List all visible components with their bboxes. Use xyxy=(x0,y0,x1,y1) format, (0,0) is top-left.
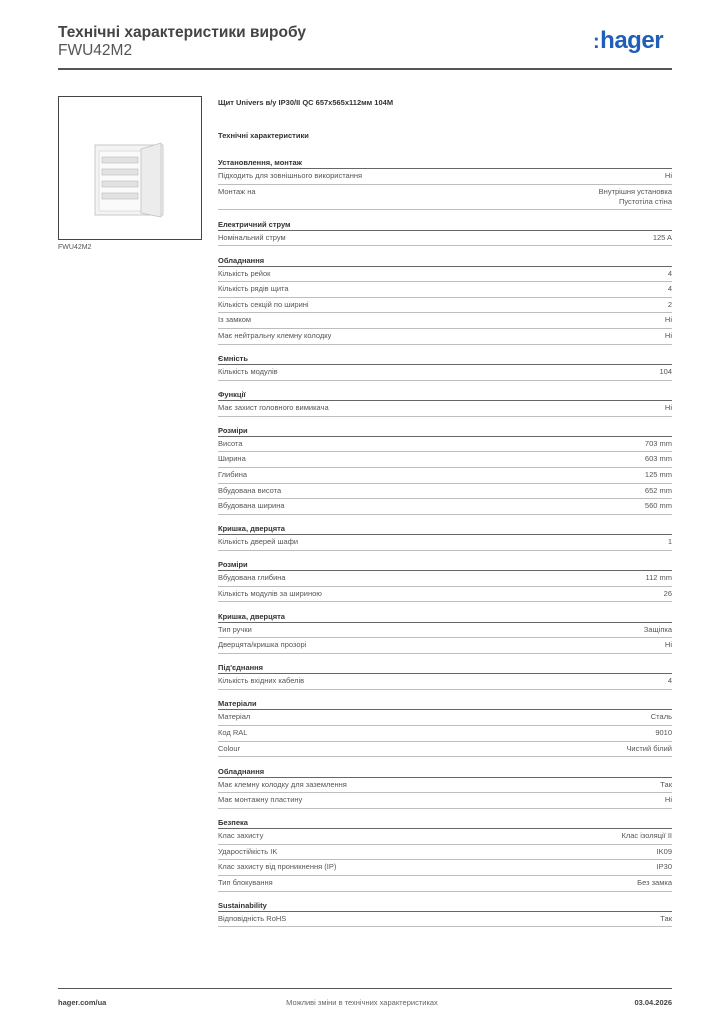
section-title: Установлення, монтаж xyxy=(218,157,672,169)
spec-label: Монтаж на xyxy=(218,186,256,196)
spec-value: 4 xyxy=(667,284,672,294)
spec-row xyxy=(218,169,672,185)
spec-section xyxy=(218,766,672,809)
spec-label: Вбудована висота xyxy=(218,485,282,495)
spec-value: 4 xyxy=(667,268,672,278)
document-title: Технічні характеристики виробу xyxy=(58,24,306,41)
spec-label: Клас захисту xyxy=(218,831,264,841)
spec-section xyxy=(218,157,672,210)
spec-row xyxy=(218,638,672,654)
section-title: Sustainability xyxy=(218,900,672,912)
spec-value: 652 mm xyxy=(644,485,672,495)
spec-value: 2 xyxy=(667,299,672,309)
spec-row xyxy=(218,452,672,468)
section-title: Кришка, дверцята xyxy=(218,611,672,623)
section-title: Матеріали xyxy=(218,698,672,710)
spec-section xyxy=(218,353,672,381)
section-title: Ємність xyxy=(218,353,672,365)
spec-label: Ударостійкість IK xyxy=(218,846,278,856)
product-image-frame xyxy=(58,96,202,240)
spec-label: Має захист головного вимикача xyxy=(218,402,329,412)
spec-label: Відповідність RoHS xyxy=(218,913,287,923)
spec-label: Кількість секцій по ширині xyxy=(218,299,309,309)
spec-label: Номінальний струм xyxy=(218,232,286,242)
spec-label: Має монтажну пластину xyxy=(218,795,303,805)
spec-section xyxy=(218,523,672,551)
spec-value: 9010 xyxy=(655,727,672,737)
logo-colon: : xyxy=(593,31,600,53)
spec-section xyxy=(218,425,672,515)
spec-row xyxy=(218,282,672,298)
spec-section xyxy=(218,900,672,928)
spec-value: Без замка xyxy=(637,877,672,887)
spec-label: Глибина xyxy=(218,470,248,480)
spec-label: Кількість рядів щита xyxy=(218,284,289,294)
section-title: Безпека xyxy=(218,817,672,829)
spec-value: 560 mm xyxy=(644,501,672,511)
distribution-board-image xyxy=(59,97,201,239)
spec-row xyxy=(218,437,672,453)
spec-value: Внутрішня установка Пустотіла стіна xyxy=(598,186,672,206)
spec-section xyxy=(218,817,672,891)
footer-disclaimer: Можливі зміни в технічних характеристиках xyxy=(286,998,438,1007)
logo-text: hager xyxy=(600,27,664,54)
spec-label: Код RAL xyxy=(218,727,248,737)
spec-row xyxy=(218,778,672,794)
spec-value: 125 A xyxy=(652,232,672,242)
spec-row xyxy=(218,365,672,381)
spec-value: 4 xyxy=(667,676,672,686)
spec-value: Ні xyxy=(664,640,672,650)
spec-label: Клас захисту від проникнення (IP) xyxy=(218,862,337,872)
spec-row xyxy=(218,710,672,726)
spec-row xyxy=(218,401,672,417)
spec-section xyxy=(218,389,672,417)
spec-row xyxy=(218,860,672,876)
spec-label: Матеріал xyxy=(218,712,251,722)
spec-row xyxy=(218,535,672,551)
spec-label: Вбудована глибина xyxy=(218,573,286,583)
spec-value: 104 xyxy=(659,366,672,376)
spec-row xyxy=(218,185,672,211)
spec-row xyxy=(218,674,672,690)
spec-row xyxy=(218,912,672,928)
spec-label: Із замком xyxy=(218,315,252,325)
spec-row xyxy=(218,329,672,345)
spec-value: Сталь xyxy=(650,712,672,722)
spec-value: Защіпка xyxy=(643,624,672,634)
spec-value: Так xyxy=(660,913,672,923)
spec-value: IK09 xyxy=(656,846,672,856)
spec-value: 1 xyxy=(667,537,672,547)
spec-label: Тип блокування xyxy=(218,877,273,887)
spec-row xyxy=(218,876,672,892)
spec-label: Кількість модулів за шириною xyxy=(218,588,322,598)
product-description: Щит Univers в/у IP30/II QC 657x565x112мм 104М xyxy=(218,98,394,107)
spec-value: Так xyxy=(660,779,672,789)
spec-row xyxy=(218,267,672,283)
spec-label: Кількість модулів xyxy=(218,366,278,376)
spec-value: Ні xyxy=(664,795,672,805)
footer-divider xyxy=(58,988,672,989)
spec-row xyxy=(218,231,672,247)
spec-value: IP30 xyxy=(656,862,672,872)
spec-label: Вбудована ширина xyxy=(218,501,285,511)
spec-row xyxy=(218,845,672,861)
spec-section xyxy=(218,559,672,602)
section-title: Функції xyxy=(218,389,672,401)
spec-value: Ні xyxy=(664,330,672,340)
spec-label: Підходить для зовнішнього використання xyxy=(218,171,363,180)
section-title: Розміри xyxy=(218,559,672,571)
spec-value: 603 mm xyxy=(644,454,672,464)
tech-specs-heading: Технічні характеристики xyxy=(218,131,309,140)
header-divider xyxy=(58,68,672,70)
section-title: Обладнання xyxy=(218,255,672,267)
spec-label: Висота xyxy=(218,438,243,448)
hager-logo[interactable] xyxy=(593,28,663,55)
section-title: Обладнання xyxy=(218,766,672,778)
spec-section xyxy=(218,698,672,757)
section-title: Розміри xyxy=(218,425,672,437)
spec-label: Має нейтральну клемну колодку xyxy=(218,330,332,340)
spec-section xyxy=(218,611,672,654)
spec-label: Кількість рейок xyxy=(218,268,271,278)
specs-table xyxy=(218,157,672,936)
spec-row xyxy=(218,484,672,500)
spec-label: Кількість дверей шафи xyxy=(218,537,299,547)
section-title: Кришка, дверцята xyxy=(218,523,672,535)
product-code: FWU42M2 xyxy=(58,42,133,59)
spec-value: Ні xyxy=(664,402,672,412)
spec-value: 112 mm xyxy=(645,573,672,583)
spec-row xyxy=(218,829,672,845)
spec-label: Має клемну колодку для заземлення xyxy=(218,779,347,789)
spec-row xyxy=(218,571,672,587)
spec-value: Ні xyxy=(664,171,672,180)
spec-row xyxy=(218,313,672,329)
spec-label: Тип ручки xyxy=(218,624,252,634)
footer-website-link[interactable]: hager.com/ua xyxy=(58,998,107,1007)
spec-row xyxy=(218,587,672,603)
spec-value: Клас ізоляції II xyxy=(621,831,672,841)
spec-label: Colour xyxy=(218,743,241,753)
spec-label: Дверцята/кришка прозорі xyxy=(218,640,307,650)
section-title: Електричний струм xyxy=(218,219,672,231)
spec-row xyxy=(218,468,672,484)
spec-row xyxy=(218,793,672,809)
section-title: Під'єднання xyxy=(218,662,672,674)
spec-section xyxy=(218,255,672,345)
footer-date: 03.04.2026 xyxy=(634,998,672,1007)
spec-row xyxy=(218,499,672,515)
spec-section xyxy=(218,662,672,690)
spec-row xyxy=(218,726,672,742)
spec-label: Ширина xyxy=(218,454,246,464)
spec-row xyxy=(218,623,672,639)
spec-value: 125 mm xyxy=(644,470,672,480)
spec-value: Ні xyxy=(664,315,672,325)
spec-row xyxy=(218,742,672,758)
spec-label: Кількість вхідних кабелів xyxy=(218,676,305,686)
spec-value: Чистий білий xyxy=(626,743,672,753)
spec-value: 26 xyxy=(663,588,672,598)
spec-row xyxy=(218,298,672,314)
spec-section xyxy=(218,219,672,247)
spec-value: 703 mm xyxy=(644,438,672,448)
image-caption: FWU42M2 xyxy=(58,244,92,251)
